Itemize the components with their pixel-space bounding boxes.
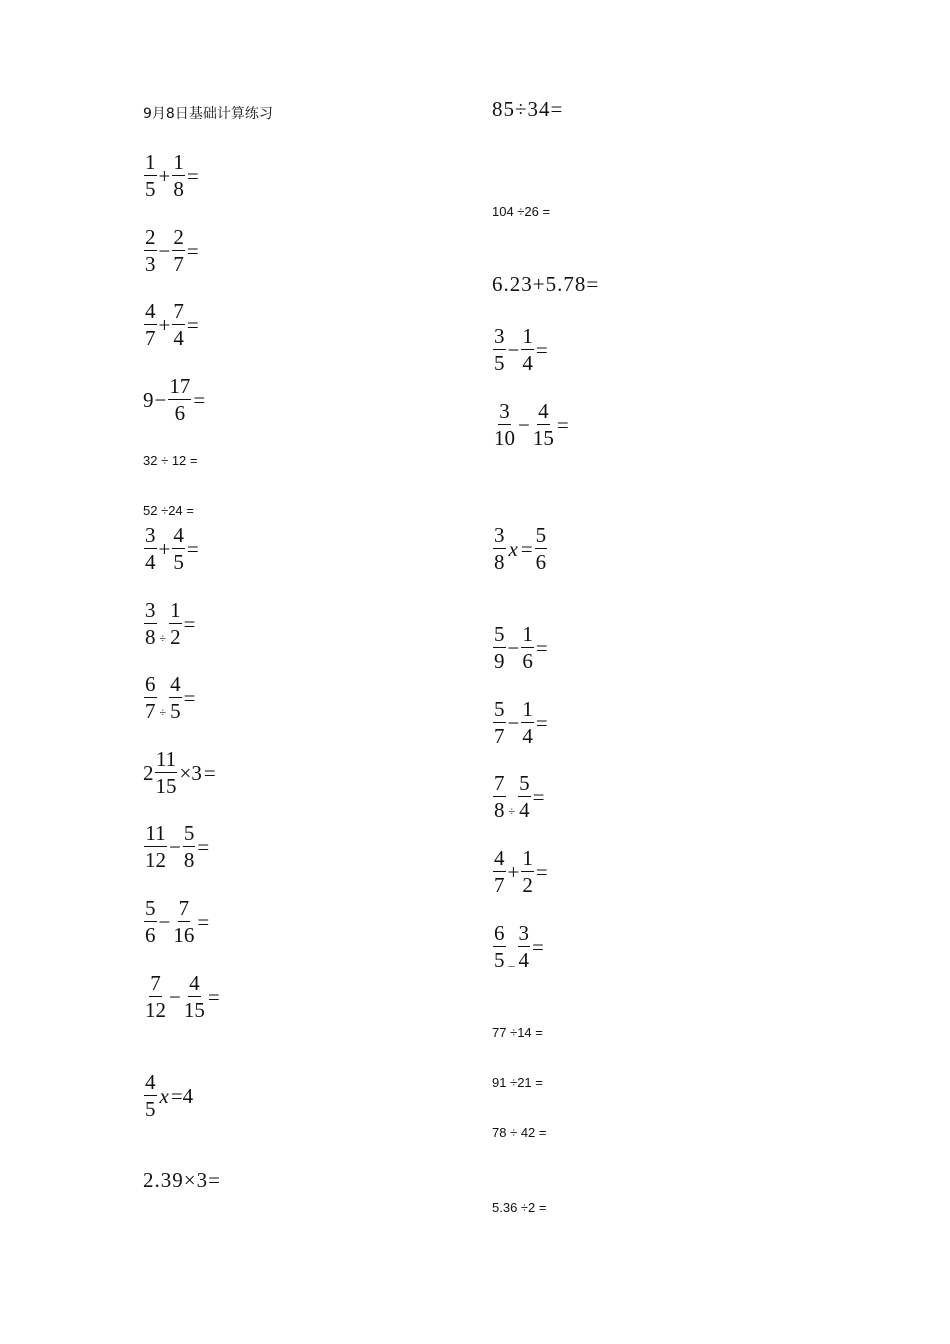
problem-7: [143, 525, 200, 573]
numerator: 3: [145, 598, 156, 622]
problem-r10: [492, 848, 549, 896]
problem-r11: [492, 923, 545, 971]
operator: ÷: [159, 705, 167, 719]
numerator: 4: [494, 846, 505, 870]
problem-r2: 104 ÷26 =: [492, 204, 551, 219]
numerator: 1: [170, 598, 181, 622]
problem-2: [143, 227, 200, 275]
problem-3: [143, 301, 200, 349]
problem-8: [143, 600, 196, 648]
equals-sign: =: [535, 337, 548, 362]
numerator: 4: [538, 399, 549, 423]
equals-sign: =: [535, 859, 548, 884]
numerator: 7: [178, 896, 190, 920]
numerator: 7: [173, 299, 184, 323]
operator: +: [507, 859, 520, 884]
problem-1: [143, 152, 200, 200]
denominator: 6: [145, 923, 156, 947]
operator: −: [158, 909, 171, 934]
whole-number: 9: [143, 387, 154, 412]
problem-13: [143, 973, 221, 1021]
problem-5: 32 ÷ 12 =: [143, 453, 198, 468]
denominator: 5: [145, 1097, 156, 1121]
operator: _: [508, 954, 515, 968]
denominator: 16: [173, 923, 195, 947]
problem-r8: [492, 699, 549, 747]
numerator: 5: [145, 896, 156, 920]
equals-sign: =: [535, 710, 548, 735]
numerator: 5: [535, 523, 547, 547]
denominator: 15: [532, 426, 554, 450]
denominator: 6: [535, 550, 547, 574]
numerator: 6: [145, 672, 156, 696]
numerator: 17: [169, 374, 191, 398]
multiplier: ×3: [179, 760, 202, 785]
numerator: 7: [494, 771, 505, 795]
equals-sign: =: [535, 635, 548, 660]
problem-r15: 5.36 ÷2 =: [492, 1200, 547, 1215]
denominator: 4: [522, 351, 533, 375]
numerator: 7: [150, 971, 161, 995]
numerator: 3: [518, 921, 529, 945]
denominator: 5: [173, 550, 184, 574]
problem-r3: 6.23+5.78=: [492, 272, 600, 296]
denominator: 10: [494, 426, 515, 450]
numerator: 5: [494, 697, 505, 721]
equals-sign: =: [207, 984, 220, 1009]
operator: −: [158, 238, 171, 263]
operator: −: [507, 635, 520, 660]
problem-r6: [492, 525, 548, 573]
operator: +: [158, 163, 171, 188]
operator: −: [169, 834, 181, 859]
denominator: 5: [494, 948, 505, 972]
whole-number: 2: [143, 760, 154, 785]
denominator: 15: [183, 998, 205, 1022]
problem-r14: 78 ÷ 42 =: [492, 1125, 547, 1140]
numerator: 1: [522, 846, 533, 870]
operator: ÷: [508, 804, 516, 818]
numerator: 11: [155, 747, 177, 771]
numerator: 11: [145, 821, 166, 845]
problem-12: [143, 898, 210, 946]
denominator: 7: [494, 873, 505, 897]
equals-sign: =: [203, 760, 216, 785]
denominator: 4: [522, 724, 533, 748]
problem-11: [143, 823, 210, 871]
equals-sign: =: [197, 834, 210, 859]
denominator: 12: [145, 998, 166, 1022]
numerator: 5: [183, 821, 195, 845]
equals-sign: =: [532, 784, 545, 809]
denominator: 4: [173, 326, 184, 350]
denominator: 4: [519, 798, 530, 822]
operator: −: [169, 984, 181, 1009]
numerator: 1: [522, 622, 533, 646]
equals-sign: =: [186, 163, 199, 188]
numerator: 2: [145, 225, 156, 249]
equals-sign: =: [193, 387, 206, 412]
denominator: 7: [145, 699, 156, 723]
equals-sign: =: [532, 934, 544, 959]
problem-r9: [492, 773, 545, 821]
operator: −: [507, 710, 520, 735]
problem-r1: 85÷34=: [492, 97, 564, 121]
numerator: 4: [173, 523, 184, 547]
equals-sign: =: [197, 909, 210, 934]
problem-r5: [492, 401, 570, 449]
equals-sign: =: [556, 412, 569, 437]
problem-10: [143, 749, 217, 797]
numerator: 3: [494, 324, 505, 348]
denominator: 4: [145, 550, 156, 574]
equals-sign: =: [186, 312, 199, 337]
denominator: 12: [145, 848, 166, 872]
denominator: 2: [170, 625, 181, 649]
numerator: 5: [494, 622, 505, 646]
numerator: 4: [170, 672, 181, 696]
equals-sign: =: [183, 611, 196, 636]
operator: −: [507, 337, 520, 362]
variable-x: x: [508, 536, 518, 561]
problem-6: 52 ÷24 =: [143, 503, 194, 518]
numerator: 3: [494, 523, 505, 547]
numerator: 4: [189, 971, 200, 995]
page-title: 9月8日基础计算练习: [143, 106, 273, 122]
operator: +: [158, 312, 171, 337]
denominator: 8: [173, 177, 184, 201]
denominator: 9: [494, 649, 505, 673]
denominator: 4: [518, 948, 529, 972]
denominator: 8: [145, 625, 156, 649]
problem-9: [143, 674, 196, 722]
problem-4: [143, 376, 206, 424]
denominator: 7: [145, 326, 156, 350]
numerator: 3: [499, 399, 510, 423]
denominator: 2: [522, 873, 533, 897]
denominator: 5: [145, 177, 156, 201]
numerator: 1: [522, 697, 533, 721]
operator: −: [518, 412, 530, 437]
problem-14: [143, 1072, 193, 1120]
problem-r12: 77 ÷14 =: [492, 1025, 543, 1040]
numerator: 1: [522, 324, 533, 348]
denominator: 15: [155, 774, 177, 798]
numerator: 4: [145, 299, 156, 323]
denominator: 6: [174, 401, 186, 425]
variable-x: x: [159, 1083, 169, 1108]
denominator: 3: [145, 252, 156, 276]
equals-sign: =: [183, 685, 196, 710]
operator: −: [154, 387, 167, 412]
denominator: 6: [522, 649, 533, 673]
numerator: 4: [145, 1070, 156, 1094]
operator: ÷: [159, 631, 167, 645]
equation-right-side: =4: [170, 1083, 194, 1108]
problem-r13: 91 ÷21 =: [492, 1075, 543, 1090]
numerator: 3: [145, 523, 156, 547]
equals-sign: =: [520, 536, 533, 561]
operator: +: [158, 536, 171, 561]
denominator: 8: [183, 848, 195, 872]
denominator: 8: [494, 550, 505, 574]
problem-15: 2.39×3=: [143, 1168, 221, 1192]
denominator: 5: [170, 699, 181, 723]
denominator: 7: [173, 252, 184, 276]
equals-sign: =: [186, 238, 199, 263]
numerator: 5: [519, 771, 530, 795]
equals-sign: =: [186, 536, 199, 561]
denominator: 5: [494, 351, 505, 375]
problem-r4: [492, 326, 549, 374]
problem-r7: [492, 624, 549, 672]
denominator: 7: [494, 724, 505, 748]
numerator: 1: [173, 150, 184, 174]
denominator: 8: [494, 798, 505, 822]
numerator: 6: [494, 921, 505, 945]
numerator: 2: [173, 225, 184, 249]
numerator: 1: [145, 150, 156, 174]
